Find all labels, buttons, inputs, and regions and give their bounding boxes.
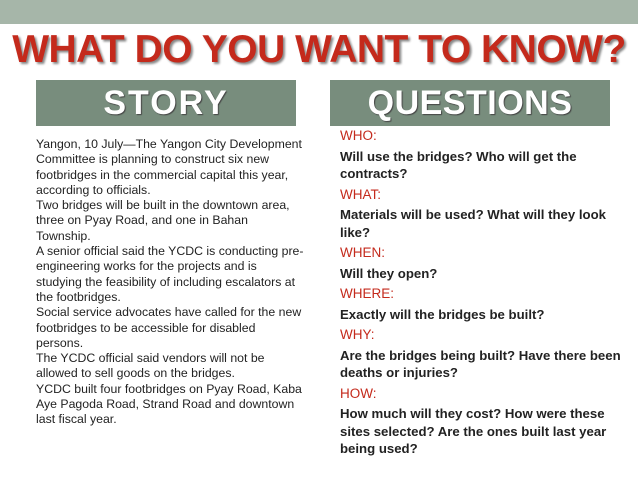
- slide-title: WHAT DO YOU WANT TO KNOW?: [12, 28, 626, 71]
- question-label-who: WHO:: [340, 128, 377, 143]
- question-text-where: Exactly will the bridges be built?: [340, 306, 545, 322]
- story-paragraph: Two bridges will be built in the downtown area, three on Pyay Road, and one in Bahan Township.: [36, 198, 290, 243]
- question-text-what: Materials will be used? What will they look like?: [340, 207, 606, 240]
- question-label-when: WHEN:: [340, 245, 385, 260]
- question-label-what: WHAT:: [340, 186, 381, 202]
- question-label-why: WHY:: [340, 327, 375, 342]
- question-text-who: Will use the bridges? Who will get the contracts?: [340, 148, 577, 181]
- top-decorative-bar: [0, 0, 638, 24]
- story-paragraph: Social service advocates have called for the new footbridges to be accessible for disabled persons.: [36, 305, 302, 350]
- story-paragraph: YCDC built four footbridges on Pyay Road, Kaba Aye Pagoda Road, Strand Road and downtown last fiscal year.: [36, 381, 302, 427]
- questions-header: QUESTIONS: [330, 80, 610, 126]
- story-header: STORY: [36, 80, 296, 126]
- question-label-where: WHERE:: [340, 286, 394, 301]
- story-paragraph: A senior official said the YCDC is conducting pre-engineering works for the projects and is studying the feasibility of including escalators at the footbridges.: [36, 244, 304, 304]
- questions-list: [340, 127, 630, 461]
- story-paragraph: The YCDC official said vendors will not be allowed to sell goods on the bridges.: [36, 351, 265, 381]
- story-paragraph: Yangon, 10 July—The Yangon City Development Committee is planning to construct six new footbridges in the commercial capital this year, according to officials.: [36, 137, 302, 197]
- question-text-when: Will they open?: [340, 265, 438, 281]
- question-text-how: How much will they cost? How were these sites selected? Are the ones built last year being used?: [340, 406, 607, 456]
- question-text-why: Are the bridges being built? Have there been deaths or injuries?: [340, 347, 621, 380]
- story-text: [36, 137, 304, 428]
- question-label-how: HOW:: [340, 385, 377, 401]
